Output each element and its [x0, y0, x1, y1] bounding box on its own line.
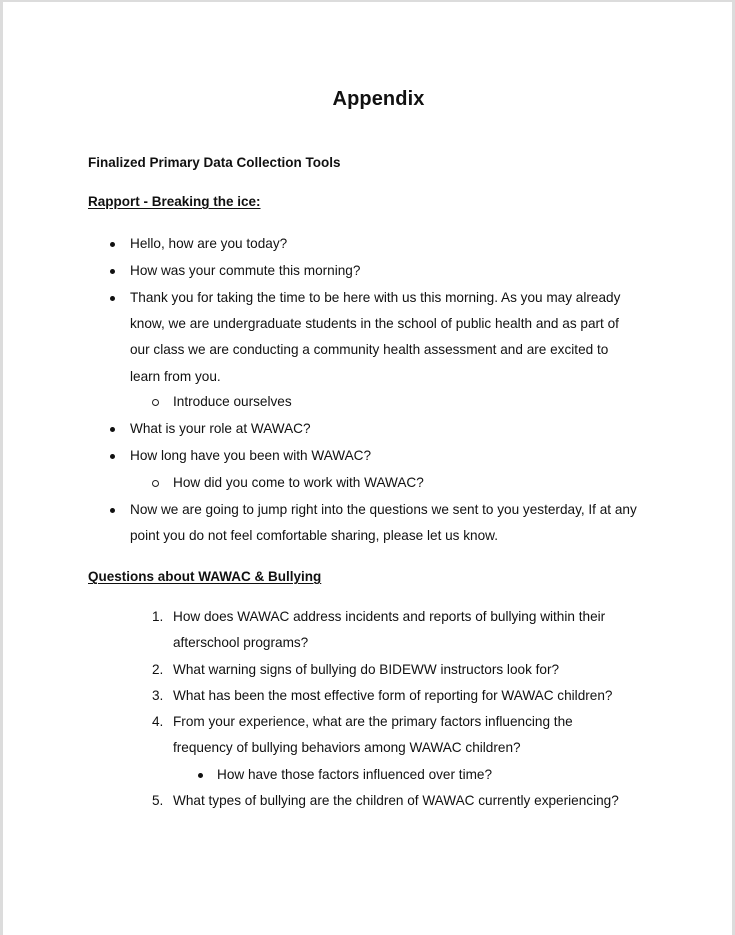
- bullet-icon: [110, 454, 115, 459]
- list-item-text: From your experience, what are the primary factors influencing the: [173, 714, 573, 729]
- list-item-text: point you do not feel comfortable sharing, please let us know.: [130, 528, 499, 543]
- rapport-heading: Rapport - Breaking the ice:: [88, 194, 261, 209]
- bullet-icon: [110, 269, 115, 274]
- list-item-text: Now we are going to jump right into the questions we sent to you yesterday, If at any: [130, 502, 637, 517]
- item-number: 5.: [152, 793, 164, 808]
- bullet-icon: [110, 427, 115, 432]
- list-item-text: How was your commute this morning?: [130, 263, 361, 278]
- bullet-icon: [198, 773, 203, 778]
- list-item-text: frequency of bullying behaviors among WAWAC children?: [173, 740, 521, 755]
- hollow-bullet-icon: [152, 399, 159, 406]
- questions-heading: Questions about WAWAC & Bullying: [88, 569, 322, 584]
- list-item-text: What has been the most effective form of reporting for WAWAC children?: [173, 688, 613, 703]
- list-item-text: How long have you been with WAWAC?: [130, 448, 372, 463]
- list-item-text: What types of bullying are the children of WAWAC currently experiencing?: [173, 793, 619, 808]
- bullet-icon: [110, 242, 115, 247]
- section-title: Finalized Primary Data Collection Tools: [88, 155, 341, 170]
- list-item-text: learn from you.: [130, 369, 221, 384]
- list-item-text: How does WAWAC address incidents and reports of bullying within their: [173, 609, 606, 624]
- item-number: 4.: [152, 714, 164, 729]
- bullet-icon: [110, 508, 115, 513]
- page-title: Appendix: [332, 88, 425, 110]
- list-item-text: Thank you for taking the time to be here with us this morning. As you may already: [130, 290, 621, 305]
- hollow-bullet-icon: [152, 480, 159, 487]
- sub-item-text: How have those factors influenced over time?: [217, 767, 493, 782]
- sub-item-text: How did you come to work with WAWAC?: [173, 475, 424, 490]
- list-item-text: What is your role at WAWAC?: [130, 421, 311, 436]
- item-number: 3.: [152, 688, 164, 703]
- list-item-text: What warning signs of bullying do BIDEWW instructors look for?: [173, 662, 560, 677]
- list-item-text: afterschool programs?: [173, 635, 309, 650]
- list-item-text: know, we are undergraduate students in the school of public health and as part of: [130, 316, 619, 331]
- document-page: [3, 2, 732, 935]
- bullet-icon: [110, 296, 115, 301]
- item-number: 1.: [152, 609, 164, 624]
- list-item-text: our class we are conducting a community health assessment and are excited to: [130, 342, 609, 357]
- item-number: 2.: [152, 662, 164, 677]
- list-item-text: Hello, how are you today?: [130, 236, 288, 251]
- sub-item-text: Introduce ourselves: [173, 394, 292, 409]
